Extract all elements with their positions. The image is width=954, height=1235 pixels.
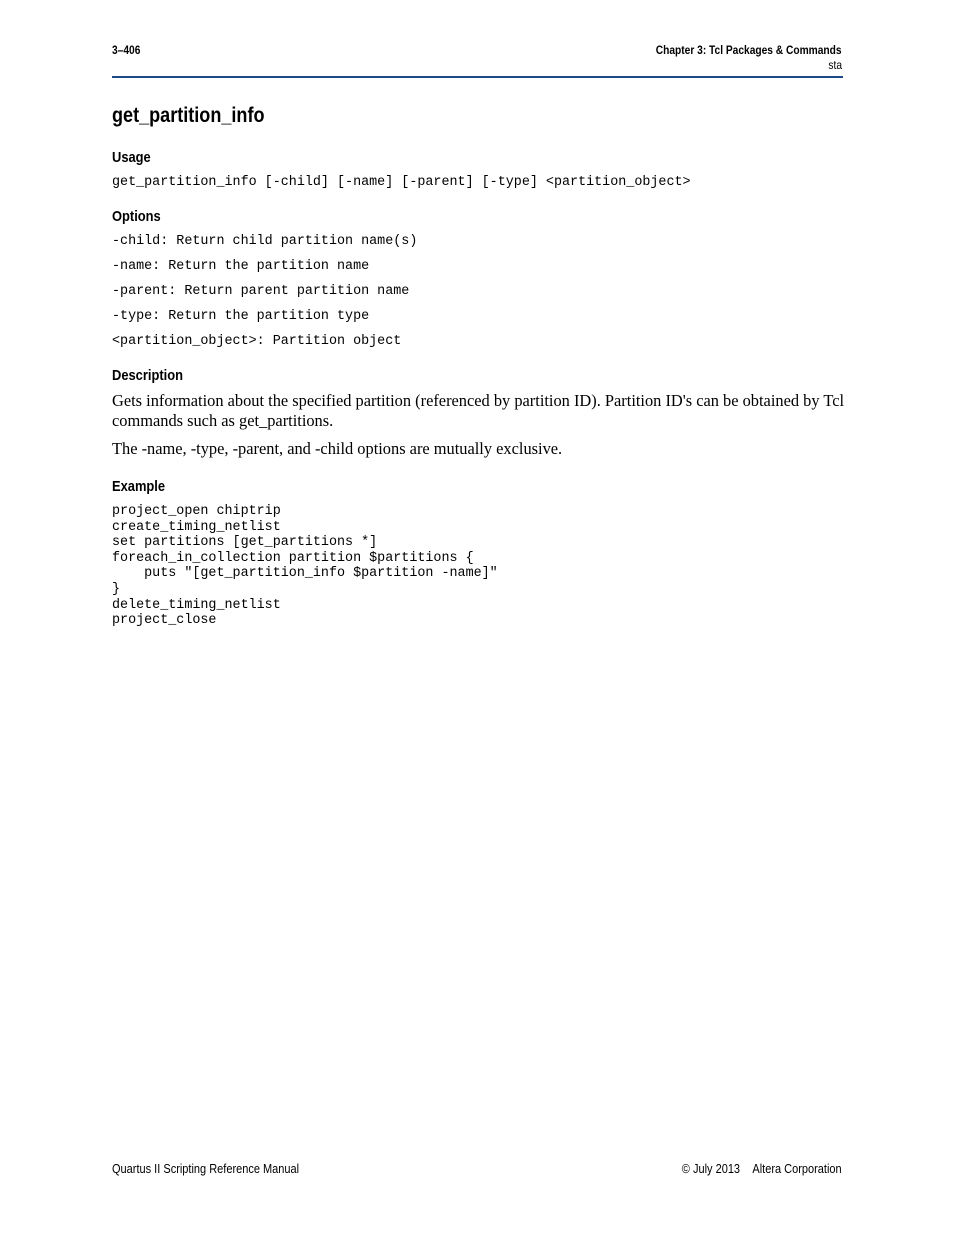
header-rule [112, 76, 843, 78]
option-item: -type: Return the partition type [112, 309, 370, 324]
description-heading: Description [112, 367, 183, 384]
option-item: -name: Return the partition name [112, 259, 370, 274]
section-name: sta [828, 58, 842, 72]
footer-copyright [682, 1162, 842, 1176]
option-item: <partition_object>: Partition object [112, 334, 402, 349]
chapter-title: Chapter 3: Tcl Packages & Commands [656, 43, 842, 57]
footer-date: © July 2013 [682, 1162, 741, 1176]
usage-syntax: get_partition_info [-child] [-name] [-parent] [-type] <partition_object> [112, 175, 691, 190]
command-title: get_partition_info [112, 104, 265, 127]
running-header [623, 43, 842, 73]
option-item: -parent: Return parent partition name [112, 284, 410, 299]
example-heading: Example [112, 478, 166, 495]
usage-heading: Usage [112, 149, 151, 166]
footer-manual-title: Quartus II Scripting Reference Manual [112, 1162, 300, 1176]
description-paragraph: Gets information about the specified partition (referenced by partition ID). Partition ID's can be obtained by Tcl commands such as get_partitions. [112, 391, 845, 430]
options-heading: Options [112, 208, 161, 225]
description-paragraph: The -name, -type, -parent, and -child options are mutually exclusive. [112, 439, 563, 458]
example-code-block: project_open chiptrip create_timing_netlist set partitions [get_partitions *] foreach_in_collection partition $partitions { puts "[get_partition_info $partition -name]" } delete_timing_netlist project_close [112, 504, 498, 629]
option-item: -child: Return child partition name(s) [112, 234, 418, 249]
footer-company: Altera Corporation [752, 1162, 842, 1176]
page-number: 3–406 [112, 43, 141, 57]
